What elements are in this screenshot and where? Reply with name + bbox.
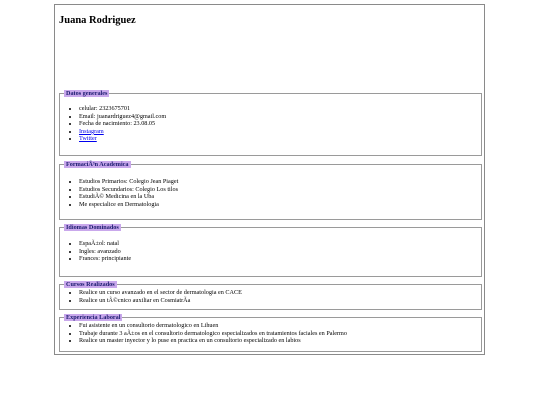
list-item: • celular: 2323675701 bbox=[79, 105, 481, 113]
list-item bbox=[79, 128, 481, 136]
section-datos-generales bbox=[59, 90, 482, 156]
list-item: • Fui asistente en un consultorio dermatologico en Lihuen bbox=[79, 322, 481, 330]
formacion-list bbox=[60, 178, 481, 208]
list-item: • Email: juanardriguez4@gmail.com bbox=[79, 113, 481, 121]
twitter-link[interactable]: Twitter bbox=[79, 135, 97, 143]
section-legend: FormaciÃ³n Academica bbox=[66, 161, 129, 168]
resume-page bbox=[54, 4, 485, 355]
section-legend: Cursos Realizados bbox=[66, 281, 115, 288]
experiencia-list bbox=[60, 322, 481, 345]
list-item: • Trabaje durante 3 aÃ±os en el consultorio dermatologico especializados en tratamientos faciales en Palermo bbox=[79, 330, 481, 338]
section-legend: Datos generales bbox=[66, 90, 108, 97]
list-item: • Fecha de nacimiento: 23.08.05 bbox=[79, 120, 481, 128]
idiomas-list bbox=[60, 240, 481, 263]
list-item bbox=[79, 135, 481, 143]
cursos-list bbox=[60, 289, 481, 304]
section-formacion-academica bbox=[59, 161, 482, 220]
list-item: • Realice un master inyector y lo puse en practica en un consultorio especializado en labios bbox=[79, 337, 481, 345]
list-item: • Estudios Secundarios: Colegio Los tilos bbox=[79, 186, 481, 194]
list-item: • Frances: principiante bbox=[79, 255, 481, 263]
section-legend: Idiomas Dominados bbox=[66, 224, 119, 231]
section-idiomas-dominados bbox=[59, 224, 482, 277]
list-item: • Realice un tÃ©cnico auxiliar en CosmiatrÃa bbox=[79, 297, 481, 305]
list-item: • Ingles: avanzado bbox=[79, 248, 481, 256]
list-item: • Me especialice en Dermatologia bbox=[79, 201, 481, 209]
list-item: • EstudiÃ© Medicina en la Uba bbox=[79, 193, 481, 201]
datos-list bbox=[60, 105, 481, 143]
list-item: • Estudios Primarios: Colegio Jean Piaget bbox=[79, 178, 481, 186]
section-cursos-realizados bbox=[59, 281, 482, 310]
list-item: • EspaÃ±ol: natal bbox=[79, 240, 481, 248]
list-item: • Realice un curso avanzado en el sector de dermatologia en CACE bbox=[79, 289, 481, 297]
section-legend: Experiencia Laboral bbox=[66, 314, 121, 321]
instagram-link[interactable]: Instagram bbox=[79, 127, 104, 135]
page-title: Juana Rodriguez bbox=[59, 15, 136, 26]
section-experiencia-laboral bbox=[59, 314, 482, 352]
